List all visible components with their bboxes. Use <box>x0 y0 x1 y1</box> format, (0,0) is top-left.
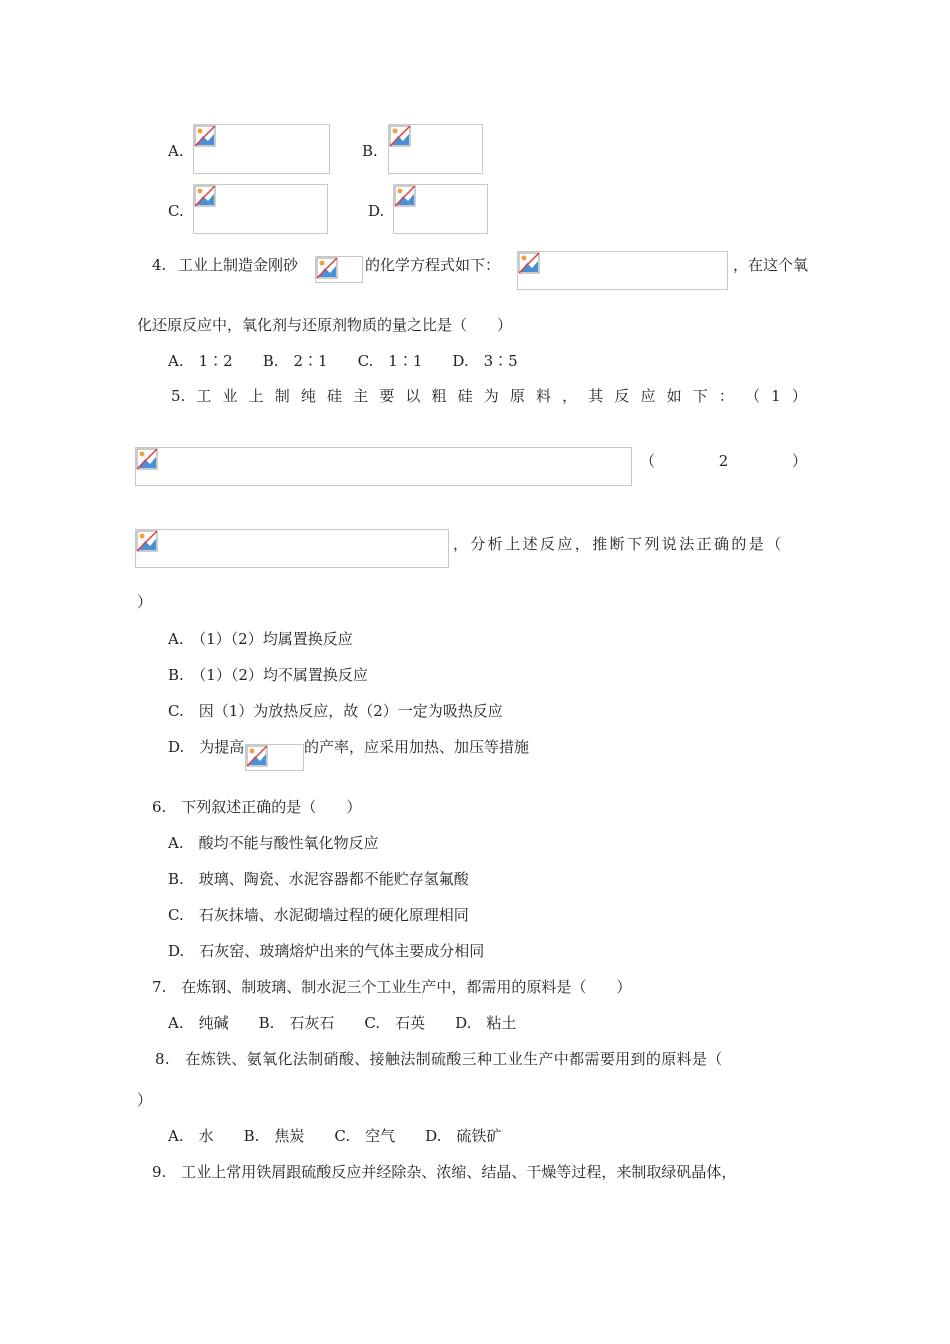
q3-option-d-label: D. <box>368 202 385 220</box>
q3-option-b-image <box>388 124 483 174</box>
q7-stem: 7. 在炼钢、制玻璃、制水泥三个工业生产中，都需用的原料是（ ） <box>152 978 632 996</box>
q7-options: A. 纯碱 B. 石灰石 C. 石英 D. 粘土 <box>168 1014 517 1032</box>
q5-option-b: B. （1）（2）均不属置换反应 <box>168 666 368 684</box>
q4-formula-image <box>315 256 363 283</box>
q3-option-a-label: A. <box>168 142 184 160</box>
broken-image-icon <box>394 185 416 207</box>
broken-image-icon <box>194 125 216 147</box>
q8-stem: 8. 在炼铁、氨氧化法制硝酸、接触法制硫酸三种工业生产中都需要用到的原料是（ <box>155 1050 723 1068</box>
q5-option-a: A. （1）（2）均属置换反应 <box>168 630 353 648</box>
q4-options: A. 1∶2 B. 2∶1 C. 1∶1 D. 3∶5 <box>168 352 518 370</box>
q5-stem: 5. 工 业 上 制 纯 硅 主 要 以 粗 硅 为 原 料 ， 其 反 应 如 下 ： （ 1 ） <box>171 387 807 405</box>
q6-option-d: D. 石灰窑、玻璃熔炉出来的气体主要成分相同 <box>168 942 485 960</box>
broken-image-icon <box>194 185 216 207</box>
q4-number: 4. <box>152 256 167 274</box>
q4-text-part3: ，在这个氧 <box>733 256 809 274</box>
q4-text-part1: 工业上制造金刚砂 <box>178 256 299 274</box>
q3-option-a-image <box>193 124 330 174</box>
broken-image-icon <box>246 745 268 767</box>
q5-equation2-label: （ 2 ） <box>640 452 807 470</box>
q5-option-d-part2: 的产率，应采用加热、加压等措施 <box>304 738 530 756</box>
q5-option-d-formula-image <box>245 744 304 771</box>
q5-stem-close-paren: ） <box>137 593 153 611</box>
q5-equation2-image <box>135 529 449 568</box>
q8-stem-close-paren: ） <box>137 1091 153 1109</box>
broken-image-icon <box>316 257 338 279</box>
q5-option-d-part1: D. 为提高 <box>168 738 245 756</box>
q5-equation1-image <box>135 447 632 486</box>
q4-stem-line2: 化还原反应中，氧化剂与还原剂物质的量之比是（ ） <box>137 316 513 334</box>
q8-options: A. 水 B. 焦炭 C. 空气 D. 硫铁矿 <box>168 1127 502 1145</box>
q6-option-a: A. 酸均不能与酸性氧化物反应 <box>168 834 379 852</box>
q4-text-part2: 的化学方程式如下： <box>365 256 501 274</box>
q5-stem-continuation: ，分析上述反应，推断下列说法正确的是（ <box>453 535 784 553</box>
q6-option-b: B. 玻璃、陶瓷、水泥容器都不能贮存氢氟酸 <box>168 870 469 888</box>
q6-option-c: C. 石灰抹墙、水泥砌墙过程的硬化原理相同 <box>168 906 469 924</box>
broken-image-icon <box>136 448 158 470</box>
broken-image-icon <box>389 125 411 147</box>
broken-image-icon <box>136 530 158 552</box>
q9-stem: 9. 工业上常用铁屑跟硫酸反应并经除杂、浓缩、结晶、干燥等过程，来制取绿矾晶体， <box>152 1163 737 1181</box>
q3-option-c-image <box>193 184 328 234</box>
q4-equation-image <box>517 251 728 290</box>
q3-option-b-label: B. <box>362 142 378 160</box>
q3-option-d-image <box>393 184 488 234</box>
broken-image-icon <box>518 252 540 274</box>
q6-stem: 6. 下列叙述正确的是（ ） <box>152 798 362 816</box>
q3-option-c-label: C. <box>168 202 184 220</box>
q5-option-c: C. 因（1）为放热反应，故（2）一定为吸热反应 <box>168 702 503 720</box>
